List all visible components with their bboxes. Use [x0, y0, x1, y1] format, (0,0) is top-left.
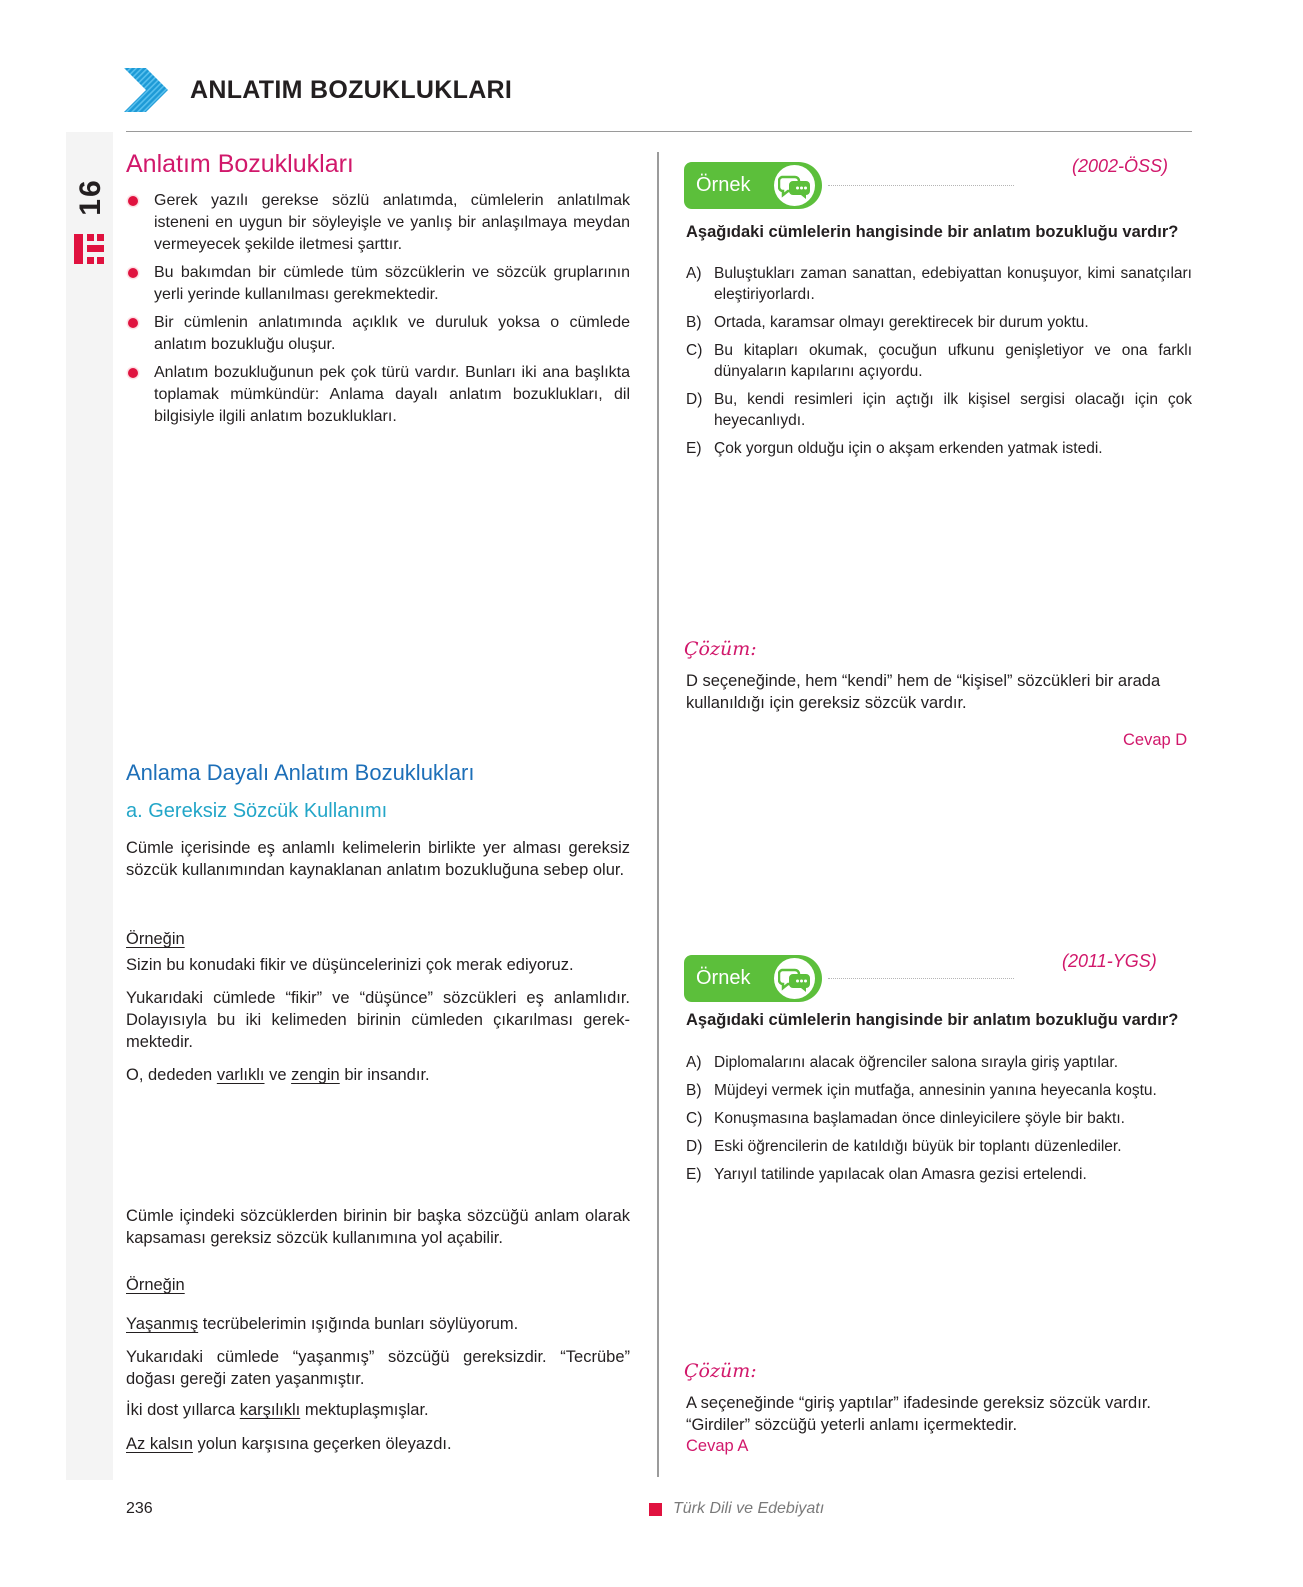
page-number: 236	[126, 1500, 153, 1517]
answer-key: Cevap D	[1123, 731, 1188, 749]
answer-option: D) Eski öğrencilerin de katıldığı büyük bir toplantı düzenlediler.	[686, 1138, 1122, 1155]
answer-option: C) Konuşmasına başlamadan önce dinleyicilere şöyle bir baktı.	[686, 1110, 1125, 1127]
question-source: (2002-ÖSS)	[1072, 156, 1169, 176]
example-sentence: Sizin bu konudaki fikir ve düşüncelerinizi çok merak ediyoruz.	[126, 956, 574, 974]
speech-bubbles-icon	[778, 169, 812, 203]
example-label: Örneğin	[126, 930, 185, 948]
bullet-list	[126, 190, 630, 434]
dotted-rule	[828, 185, 1014, 186]
answer-option: C) Bu kitapları okumak, çocuğun ufkunu genişletiyor ve ona farklı dünyaların kapılarını açıyordu.	[686, 342, 1192, 380]
example-sentence: O, dededen varlıklı ve zengin bir insandır.	[126, 1066, 430, 1084]
bullet-item: Bu bakımdan bir cümlede tüm sözcüklerin ve sözcük gruplarının yerli yerinde kullanılması gerekmektedir.	[126, 262, 630, 306]
example-label: Örneğin	[126, 1276, 185, 1294]
example-explanation: Yukarıdaki cümlede “fikir” ve “düşünce” sözcükleri eş anlamlıdır. Dolayısıyla bu iki kelimeden birinin cümleden çıkarılması gerekmektedir.	[126, 989, 630, 1051]
example-sentence: Az kalsın yolun karşısına geçerken öleyazdı.	[126, 1435, 452, 1453]
bullet-item: Anlatım bozukluğunun pek çok türü vardır. Bunları iki ana başlıkta toplamak mümkündür: Anlama dayalı anlatım bozuklukları, dil bilgisiyle ilgili anlatım bozuklukları.	[126, 362, 630, 428]
dotted-rule	[828, 978, 1014, 979]
solution-text: D seçeneğinde, hem “kendi” hem de “kişisel” sözcükleri bir arada kullanıldığı için gereksiz sözcük vardır.	[686, 672, 1161, 712]
example-sentence: Yaşanmış tecrübelerimin ışığında bunları söylüyorum.	[126, 1315, 519, 1333]
side-stripe	[66, 132, 113, 1480]
subsection-heading: Anlama Dayalı Anlatım Bozuklukları	[126, 760, 475, 785]
intro-paragraph: Cümle içindeki sözcüklerden birinin bir başka sözcüğü anlam olarak kapsaması gereksiz sözcük kullanımına yol açabilir.	[126, 1207, 630, 1247]
bullet-item: Gerek yazılı gerekse sözlü anlatımda, cümlelerin anlatılmak isteneni en uygun bir söyleyişle ve yanlış bir anlaşılmaya meydan vermeyecek şekilde iletmesi şarttır.	[126, 190, 630, 256]
section-number: 16	[74, 178, 107, 216]
solution-label: Çözüm:	[684, 638, 757, 660]
example-explanation: Yukarıdaki cümlede “yaşanmış” sözcüğü gereksizdir. “Tecrübe” doğası gereği zaten yaşanmıştır.	[126, 1348, 630, 1388]
topic-heading: a. Gereksiz Sözcük Kullanımı	[126, 800, 388, 822]
section-tab	[66, 146, 113, 256]
answer-option: A) Diplomalarını alacak öğrenciler salona sırayla giriş yaptılar.	[686, 1054, 1119, 1071]
column-divider	[657, 152, 659, 1477]
answer-key: Cevap A	[686, 1437, 749, 1455]
answer-option: E) Yarıyıl tatilinde yapılacak olan Amasra gezisi ertelendi.	[686, 1166, 1087, 1183]
question-text: Aşağıdaki cümlelerin hangisinde bir anlatım bozukluğu vardır?	[686, 223, 1179, 241]
answer-option: D) Bu, kendi resimleri için açtığı ilk kişisel sergisi olacağı için çok heyecanlıydı.	[686, 391, 1192, 429]
bullet-item: Bir cümlenin anlatımında açıklık ve duruluk yoksa o cümlede anlatım bozukluğu oluşur.	[126, 312, 630, 356]
speech-bubbles-icon	[778, 962, 812, 996]
question-text: Aşağıdaki cümlelerin hangisinde bir anlatım bozukluğu vardır?	[686, 1011, 1179, 1029]
book-title: Türk Dili ve Edebiyatı	[673, 1500, 825, 1517]
example-badge: Örnek	[684, 162, 822, 209]
answer-option: B) Ortada, karamsar olmayı gerektirecek bir durum yoktu.	[686, 314, 1089, 331]
section-heading: Anlatım Bozuklukları	[126, 150, 354, 178]
solution-label: Çözüm:	[684, 1360, 757, 1382]
section-tab-icon	[72, 232, 106, 272]
example-sentence: İki dost yıllarca karşılıklı mektuplaşmışlar.	[126, 1401, 429, 1419]
chapter-title: ANLATIM BOZUKLUKLARI	[190, 76, 513, 104]
answer-options	[686, 263, 1192, 466]
question-source: (2011-YGS)	[1062, 951, 1157, 971]
answer-option: E) Çok yorgun olduğu için o akşam erkenden yatmak istedi.	[686, 440, 1103, 457]
answer-option: A) Buluştukları zaman sanattan, edebiyattan konuşuyor, kimi sanatçıları eleştiriyorlardı.	[686, 265, 1192, 303]
answer-option: B) Müjdeyi vermek için mutfağa, annesinin yanına heyecanla koştu.	[686, 1082, 1157, 1099]
answer-options	[686, 1052, 1192, 1192]
chevron-right-icon	[124, 68, 168, 112]
solution-text: A seçeneğinde “giriş yaptılar” ifadesinde gereksiz sözcük vardır. “Girdiler” sözcüğü yeterli anlamı içermektedir.	[686, 1394, 1151, 1434]
example-badge: Örnek	[684, 955, 822, 1002]
footer-marker	[649, 1503, 662, 1516]
intro-paragraph: Cümle içerisinde eş anlamlı kelimelerin birlikte yer alması gereksiz sözcük kullanımından kaynaklanan anlatım bozukluğuna sebep olur.	[126, 839, 630, 879]
header-divider	[126, 131, 1192, 132]
